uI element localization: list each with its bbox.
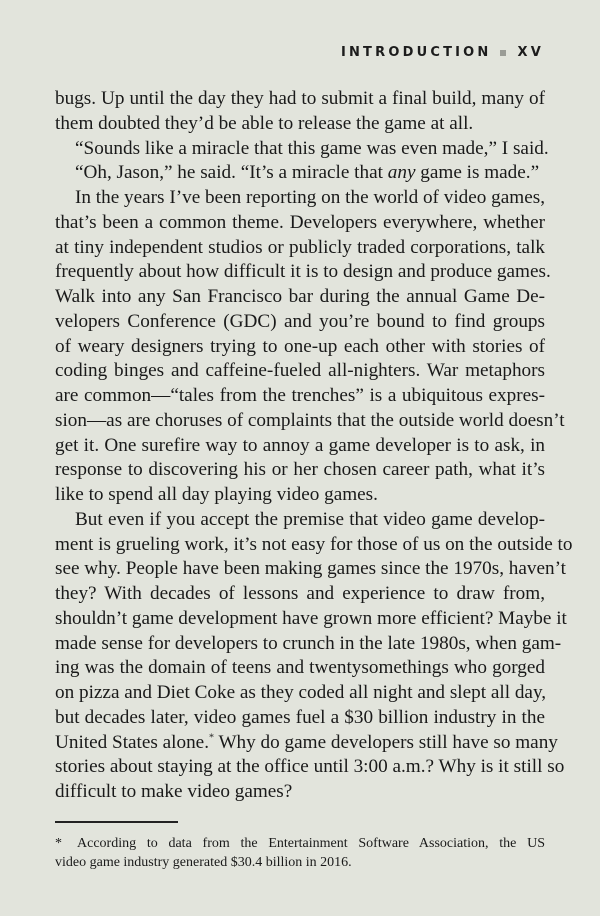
text-line: ing was the domain of teens and twentysomethings who gorged: [55, 657, 545, 679]
text-line: shouldn’t game development have grown more efficient? Maybe it: [55, 607, 567, 629]
text-line: But even if you accept the premise that video game develop-: [75, 508, 545, 530]
text-line: of weary designers trying to one-up each other with stories of: [55, 335, 545, 357]
emphasis: any: [387, 162, 416, 184]
text-line: at tiny independent studios or publicly traded corporations, talk: [55, 236, 545, 258]
text-line: that’s been a common theme. Developers everywhere, whether: [55, 211, 545, 233]
text-line: get it. One surefire way to annoy a game developer is to ask, in: [55, 434, 545, 456]
text-line: bugs. Up until the day they had to submit a final build, many of: [55, 88, 545, 109]
text-line: response to discovering his or her chosen career path, what it’s: [55, 459, 545, 481]
separator-square-icon: [500, 50, 506, 56]
running-header: [341, 45, 544, 60]
body-text: [55, 87, 573, 805]
footnote-reference: *: [209, 732, 214, 744]
text-run: Why do game developers still have so many: [214, 731, 558, 753]
text-run: United States alone.: [55, 731, 209, 753]
text-line: coding binges and caffeine-fueled all-nighters. War metaphors: [55, 360, 545, 382]
text-line: on pizza and Diet Coke as they coded all night and slept all day,: [55, 682, 547, 703]
text-line: velopers Conference (GDC) and you’re bound to find groups: [55, 310, 545, 332]
text-line: [55, 731, 558, 756]
footnote-line: video game industry generated $30.4 billion in 2016.: [55, 855, 352, 870]
text-line: ment is grueling work, it’s not easy for those of us on the outside to: [55, 533, 573, 555]
footnote: [55, 834, 545, 872]
text-line: are common—“tales from the trenches” is a ubiquitous expres-: [55, 385, 545, 406]
text-line: “Sounds like a miracle that this game was even made,” I said.: [75, 137, 549, 159]
text-line: them doubted they’d be able to release the game at all.: [55, 112, 474, 134]
text-line: stories about staying at the office until 3:00 a.m.? Why is it still so: [55, 756, 565, 778]
text-run: “Oh, Jason,” he said. “It’s a miracle that: [75, 162, 388, 184]
section-title: INTRODUCTION: [340, 45, 492, 60]
text-run: game is made.”: [415, 162, 540, 184]
text-line: like to spend all day playing video games.: [55, 484, 378, 505]
page-number: XV: [517, 45, 544, 60]
text-line: [55, 161, 545, 186]
text-line: made sense for developers to crunch in the late 1980s, when gam-: [55, 632, 562, 654]
text-line: sion—as are choruses of complaints that the outside world doesn’t: [55, 409, 565, 431]
footnote-mark: *: [55, 836, 62, 851]
text-line: see why. People have been making games since the 1970s, haven’t: [55, 558, 566, 580]
text-line: Walk into any San Francisco bar during the annual Game De-: [55, 286, 545, 307]
footnote-rule: [55, 821, 178, 823]
text-line: In the years I’ve been reporting on the world of video games,: [75, 187, 545, 208]
text-line: difficult to make video games?: [55, 781, 293, 802]
text-line: but decades later, video games fuel a $30 billion industry in the: [55, 706, 545, 728]
text-line: frequently about how difficult it is to design and produce games.: [55, 261, 551, 283]
footnote-line: According to data from the Entertainment Software Association, the US: [77, 836, 545, 851]
text-line: they? With decades of lessons and experience to draw from,: [55, 583, 545, 604]
